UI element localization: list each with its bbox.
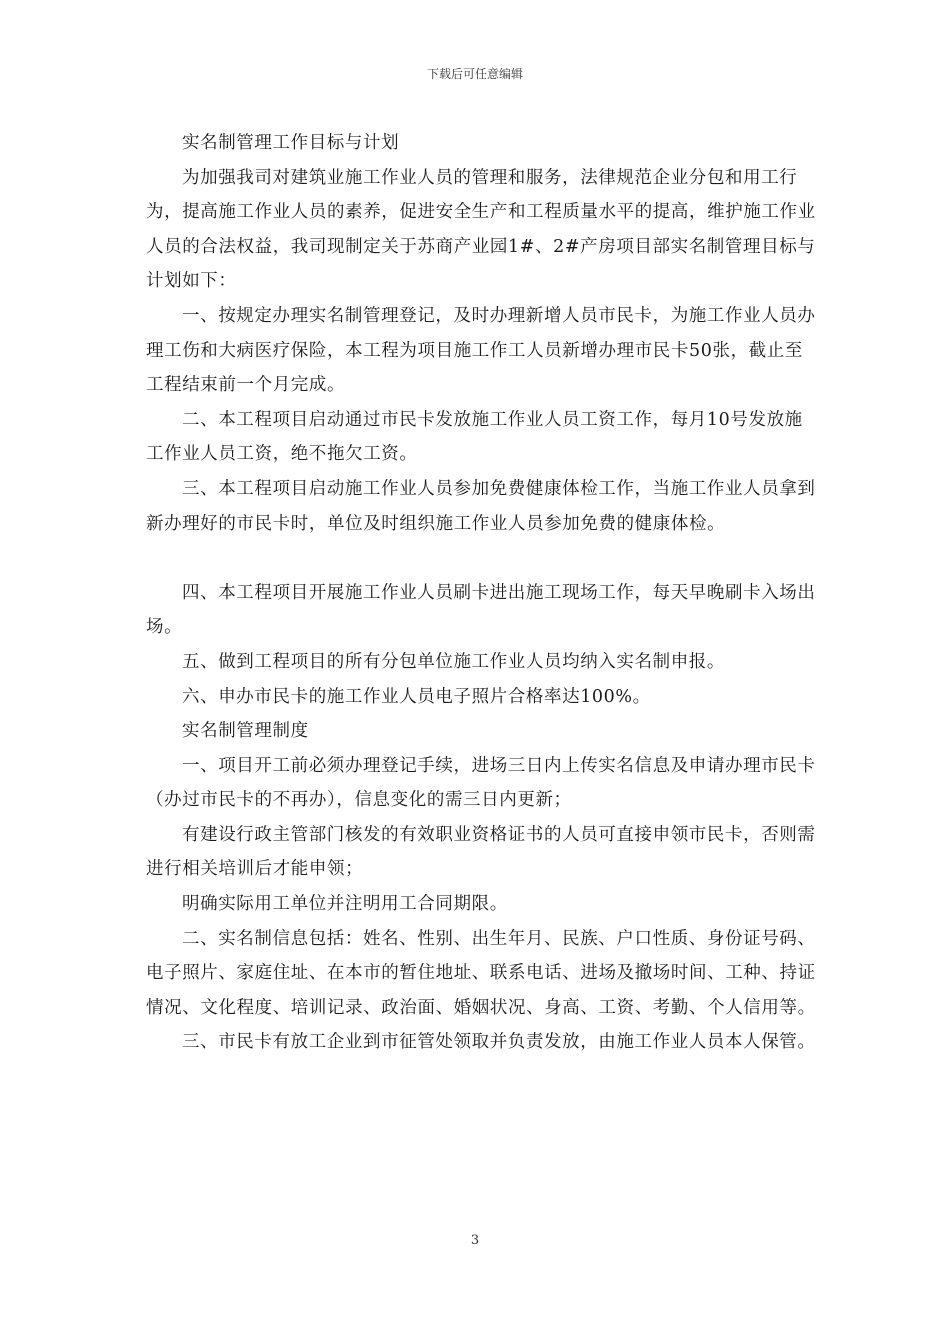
heading-system: 实名制管理制度: [182, 721, 309, 742]
document-body: [146, 126, 818, 1060]
heading-goals: 实名制管理工作目标与计划: [182, 133, 400, 153]
goal-item-1: 一、按规定办理实名制管理登记，及时办理新增人员市民卡，为施工作业人员办理工伤和大病医疗保险，本工程为项目施工作工人员新增办理市民卡50张，截止至工程结束前一个月完成。: [146, 305, 816, 396]
page-number: 3: [470, 1233, 480, 1248]
goal-item-3: 三、本工程项目启动施工作业人员参加免费健康体检工作，当施工作业人员拿到新办理好的市民卡时，单位及时组织施工作业人员参加免费的健康体检。: [146, 478, 816, 534]
rule-item-2: 二、实名制信息包括：姓名、性别、出生年月、民族、户口性质、身份证号码、电子照片、家庭住址、在本市的暂住地址、联系电话、进场及撤场时间、工种、持证情况、文化程度、培训记录、政治面、婚姻状况、身高、工资、考勤、个人信用等。: [146, 928, 816, 1018]
goal-item-4: 四、本工程项目开展施工作业人员刷卡进出施工现场工作，每天早晚刷卡入场出场。: [146, 582, 816, 638]
rule-item-1a: 有建设行政主管部门核发的有效职业资格证书的人员可直接申领市民卡，否则需进行相关培训后才能申领；: [146, 824, 816, 880]
goal-item-6: 六、申办市民卡的施工作业人员电子照片合格率达100%。: [182, 686, 651, 707]
goal-item-2: 二、本工程项目启动通过市民卡发放施工作业人员工资工作，每月10号发放施工作业人员工资，绝不拖欠工资。: [146, 409, 803, 465]
rule-item-1: 一、项目开工前必须办理登记手续，进场三日内上传实名信息及申请办理市民卡（办过市民卡的不再办），信息变化的需三日内更新；: [146, 755, 816, 811]
goal-item-5: 五、做到工程项目的所有分包单位施工作业人员均纳入实名制申报。: [182, 651, 725, 672]
rule-item-3: 三、市民卡有放工企业到市征管处领取并负责发放，由施工作业人员本人保管。: [182, 1032, 816, 1053]
rule-item-1b: 明确实际用工单位并注明用工合同期限。: [182, 894, 508, 915]
intro-paragraph: 为加强我司对建筑业施工作业人员的管理和服务，法律规范企业分包和用工行为，提高施工作业人员的素养，促进安全生产和工程质量水平的提高，维护施工作业人员的合法权益，我司现制定关于苏商产业园1#、2#产房项目部实名制管理目标与计划如下：: [146, 167, 816, 292]
page-header: 下载后可任意编辑: [426, 67, 523, 81]
paragraph-gap: [146, 541, 818, 576]
